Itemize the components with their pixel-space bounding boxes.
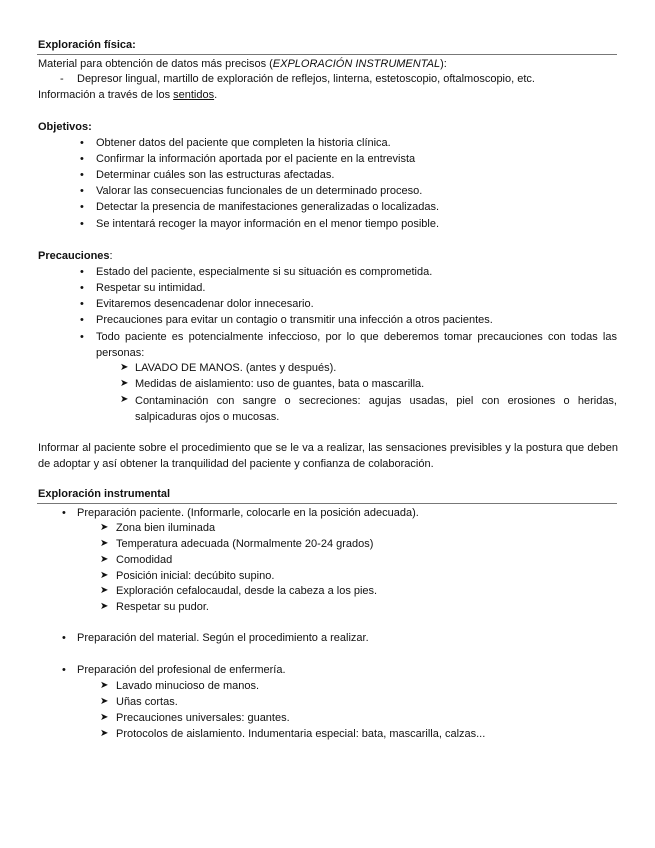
arrow-bullet-icon: ➤ [120, 378, 129, 389]
list-item: Preparación del material. Según el procedimiento a realizar. [77, 632, 369, 644]
arrow-bullet-icon: ➤ [100, 728, 109, 739]
arrow-bullet-icon: ➤ [120, 394, 129, 405]
arrow-bullet-icon: ➤ [100, 712, 109, 723]
bullet-icon: • [80, 266, 84, 278]
material-suffix: ): [440, 58, 447, 70]
dash-marker: - [60, 73, 64, 85]
list-item: Preparación del profesional de enfermería. [77, 664, 286, 676]
sub-list-item: Precauciones universales: guantes. [116, 712, 290, 724]
list-item: Preparación paciente. (Informarle, colocarle en la posición adecuada). [77, 507, 419, 519]
sub-list-item: LAVADO DE MANOS. (antes y después). [135, 362, 337, 374]
list-item: Estado del paciente, especialmente si su situación es comprometida. [96, 266, 433, 278]
sub-list-item: Protocolos de aislamiento. Indumentaria especial: bata, mascarilla, calzas... [116, 728, 486, 740]
list-item: Confirmar la información aportada por el paciente en la entrevista [96, 153, 416, 165]
sub-list-item: Temperatura adecuada (Normalmente 20-24 grados) [116, 538, 374, 550]
arrow-bullet-icon: ➤ [100, 554, 109, 565]
sentidos-underlined: sentidos [173, 89, 215, 101]
bullet-icon: • [62, 664, 66, 676]
arrow-bullet-icon: ➤ [100, 570, 109, 581]
bullet-icon: • [80, 331, 84, 343]
list-item: Detectar la presencia de manifestaciones generalizadas o localizadas. [96, 201, 440, 213]
sub-list-item: Zona bien iluminada [116, 522, 216, 534]
bullet-icon: • [80, 218, 84, 230]
arrow-bullet-icon: ➤ [100, 585, 109, 596]
objetivos-title: Objetivos: [38, 121, 92, 133]
sub-list-item: Comodidad [116, 554, 173, 566]
list-item: Evitaremos desencadenar dolor innecesario. [96, 298, 314, 310]
material-text: Material para obtención de datos más precisos ( [38, 58, 273, 70]
bullet-icon: • [80, 201, 84, 213]
list-item: Precauciones para evitar un contagio o transmitir una infección a otros pacientes. [96, 314, 493, 326]
arrow-bullet-icon: ➤ [100, 601, 109, 612]
informar-paragraph: Informar al paciente sobre el procedimiento que se le va a realizar, las sensaciones previsibles y la postura que deben de adoptar y así obtener la tranquilidad del paciente y confianza de colaboración. [38, 442, 618, 470]
bullet-icon: • [80, 169, 84, 181]
bullet-icon: • [80, 185, 84, 197]
material-line [38, 57, 447, 71]
sub-list-item: Contaminación con sangre o secreciones: agujas usadas, piel con erosiones o heridas, salpicaduras ojos o mucosas. [135, 395, 617, 423]
heading-rule [37, 503, 617, 504]
list-item: Todo paciente es potencialmente infeccioso, por lo que deberemos tomar precauciones con todas las personas: [96, 331, 617, 359]
list-item: Determinar cuáles son las estructuras afectadas. [96, 169, 335, 181]
arrow-bullet-icon: ➤ [100, 696, 109, 707]
section-title-exploracion-fisica: Exploración física: [38, 39, 136, 51]
sub-list-item: Exploración cefalocaudal, desde la cabeza a los pies. [116, 585, 378, 597]
bullet-icon: • [62, 507, 66, 519]
list-item: Obtener datos del paciente que completen la historia clínica. [96, 137, 391, 149]
sub-list-item: Uñas cortas. [116, 696, 178, 708]
bullet-icon: • [80, 298, 84, 310]
colon: : [109, 250, 113, 262]
info-suffix: . [214, 89, 218, 101]
precauciones-title: Precauciones [38, 250, 110, 262]
sub-list-item: Posición inicial: decúbito supino. [116, 570, 275, 582]
bullet-icon: • [62, 632, 66, 644]
arrow-bullet-icon: ➤ [120, 362, 129, 373]
bullet-icon: • [80, 153, 84, 165]
instruments-text: Depresor lingual, martillo de exploración de reflejos, linterna, estetoscopio, oftalmoscopio, etc. [77, 73, 535, 85]
sub-list-item: Respetar su pudor. [116, 601, 209, 613]
heading-rule [37, 54, 617, 55]
list-item: Se intentará recoger la mayor información en el menor tiempo posible. [96, 218, 440, 230]
bullet-icon: • [80, 314, 84, 326]
material-italic: EXPLORACIÓN INSTRUMENTAL [272, 58, 441, 70]
list-item: Valorar las consecuencias funcionales de un determinado proceso. [96, 185, 423, 197]
list-item: Respetar su intimidad. [96, 282, 206, 294]
instrumental-title: Exploración instrumental [38, 488, 171, 500]
info-text: Información a través de los [38, 89, 174, 101]
sub-list-item: Medidas de aislamiento: uso de guantes, bata o mascarilla. [135, 378, 425, 390]
sub-list-item: Lavado minucioso de manos. [116, 680, 260, 692]
precauciones-title-line [38, 249, 113, 263]
arrow-bullet-icon: ➤ [100, 538, 109, 549]
info-line [38, 88, 217, 102]
arrow-bullet-icon: ➤ [100, 680, 109, 691]
bullet-icon: • [80, 282, 84, 294]
bullet-icon: • [80, 137, 84, 149]
arrow-bullet-icon: ➤ [100, 522, 109, 533]
